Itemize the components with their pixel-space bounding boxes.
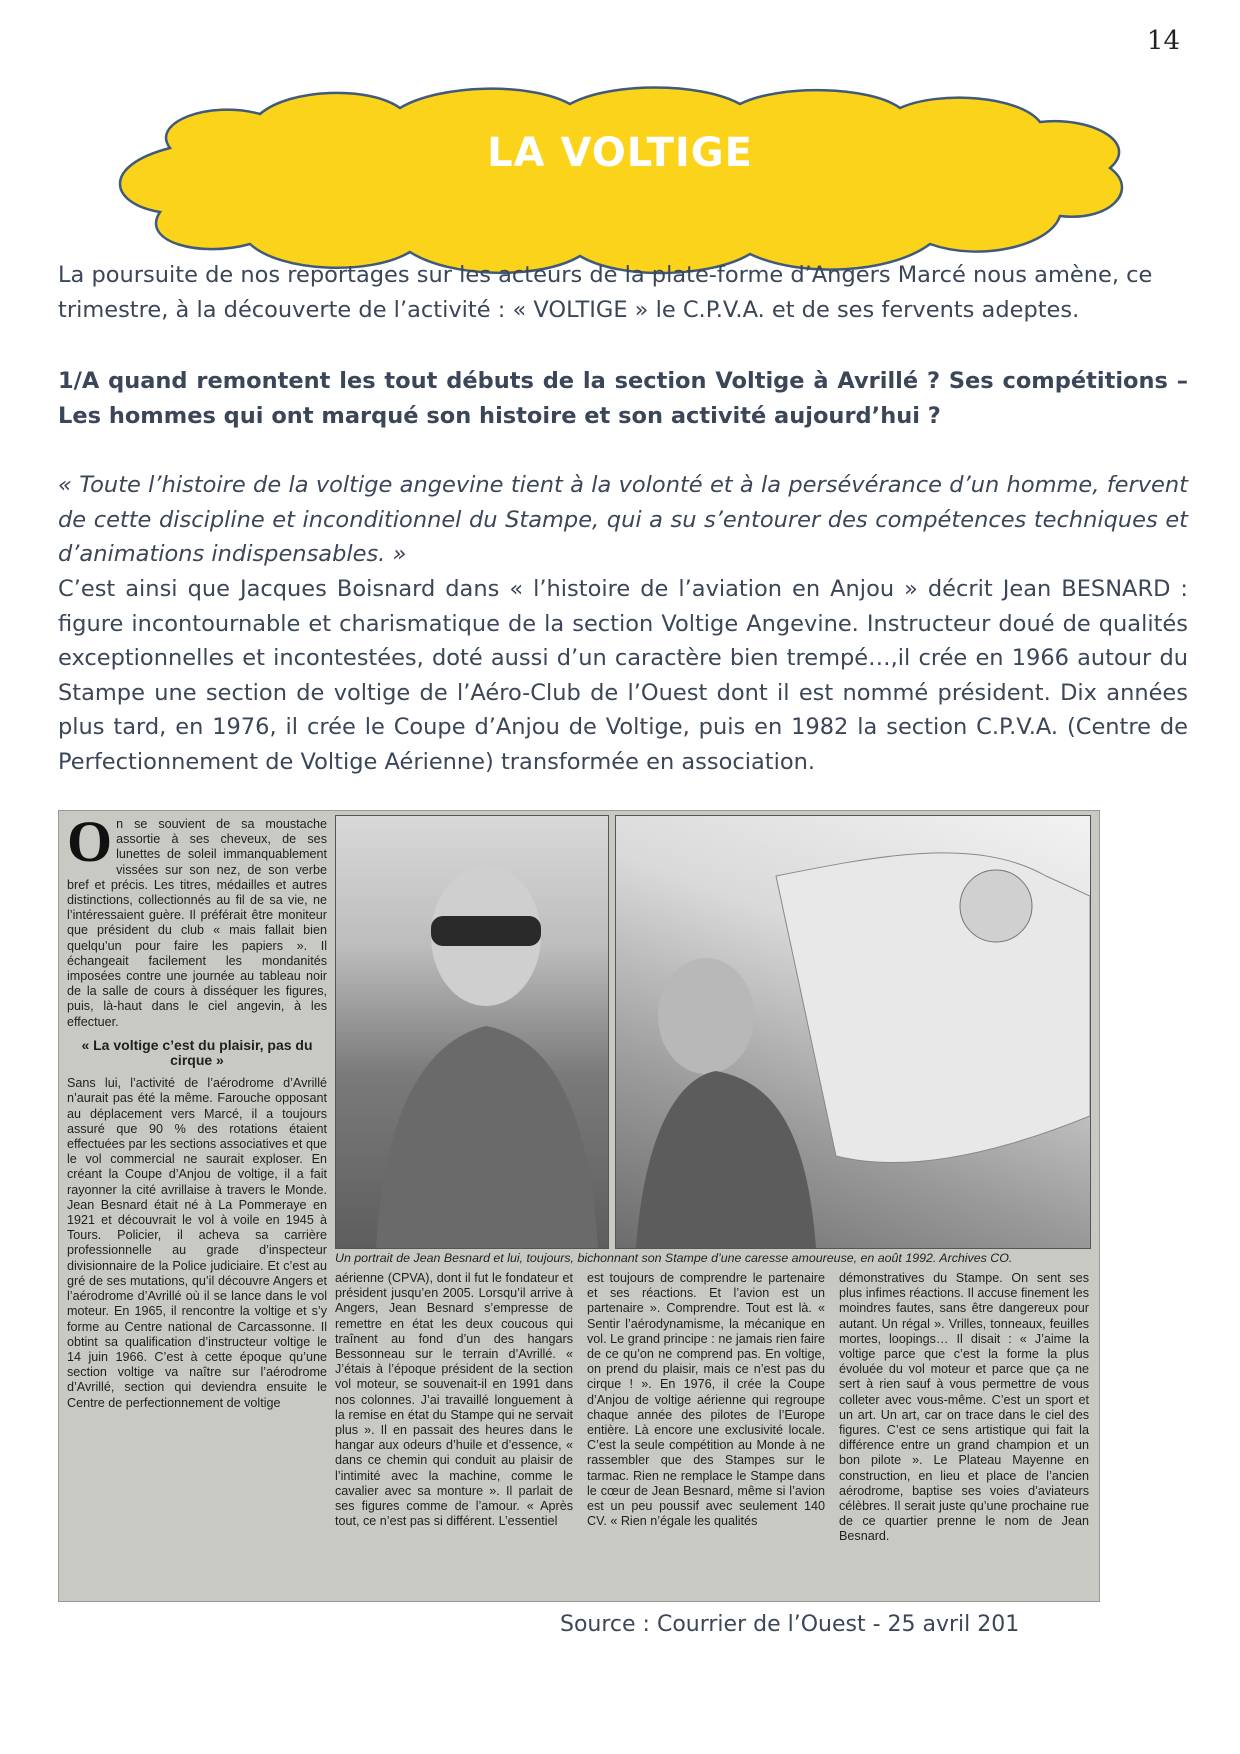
page-title: LA VOLTIGE [487,130,753,176]
body-paragraph: C’est ainsi que Jacques Boisnard dans « l’histoire de l’aviation en Anjou » décrit Jean BESNARD : figure incontournable et charismatique de la section Voltige Angevine. Instructeur doué de qualités exceptionnelles et incontestées, doté aussi d’un caractère bien trempé…,il crée en 1966 autour du Stampe une section de voltige de l’Aéro-Club de l’Ouest dont il est nommé président. Dix années plus tard, en 1976, il crée le Coupe d’Anjou de Voltige, puis en 1982 la section C.P.V.A. (Centre de Perfectionnement de Voltige Aérienne) transformée en association. [58,576,1188,775]
airplane-photo [615,815,1091,1249]
cloud-shape [100,82,1140,282]
clipping-col1-text-a: n se souvient de sa moustache assortie à ses cheveux, de ses lunettes de soleil immanquablement vissées sur son nez, de son verbe bref et précis. Les titres, médailles et autres distinctions, collectionnés au fil de sa vie, ne l’intéressaient guère. Il préférait être moniteur que président du club « mais fallait bien quelqu’un pour faire les papiers ». Il échangeait facilement les mondanités imposées contre une journée au tableau noir de la salle de cours à disséquer les figures, puis, là-haut dans le ciel angevin, à les effectuer. [67,817,327,1029]
clipping-column-1 [67,810,327,1587]
portrait-photo [335,815,609,1249]
dropcap: O [67,810,113,874]
clipping-column-2: aérienne (CPVA), dont il fut le fondateur et président jusqu’en 2005. Lorsqu’il arrive à Angers, Jean Besnard s’empresse de remettre en état les deux coucous qui traînent au fond d’un des hangars Bessonneau sur le terrain d’Avrillé. « J’étais à l’époque président de la section vol moteur, se souvenait-il en 1991 dans nos colonnes. J’ai travaillé longuement à la remise en état du Stampe qui ne servait plus ». Il en passait des heures dans le hangar aux odeurs d’huile et d’essence, « dans ce chemin qui conduit au plaisir de l’intimité avec la machine, comme le cavalier avec sa monture ». Il parlait de ses figures comme de l’amour. « Après tout, ce n’est pas si différent. L’essentiel [335,1271,573,1529]
clipping-subhead: « La voltige c’est du plaisir, pas du cirque » [81,1036,313,1069]
title-cloud [100,82,1140,282]
clipping-column-3: est toujours de comprendre le partenaire et ses réactions. Et l’avion est un partenaire ». Comprendre. Tout est là. « Sentir l’aérodynamisme, la mécanique en vol. Le grand principe : ne jamais rien faire de ce qu’on ne comprend pas. En voltige, on prend du plaisir, mais ce n’est pas du cirque ! ». En 1976, il crée la Coupe d’Anjou de voltige aérienne qui regroupe chaque année des pilotes de l’Europe entière. Là encore une exclusivité locale. C’est la seule compétition au Monde à ne rassembler que des Stampes sur le tarmac. Rien ne remplace le Stampe dans le cœur de Jean Besnard, même si l’avion est un peu poussif avec seulement 140 CV. « Rien n’égale les qualités [587,1271,825,1529]
newspaper-clipping [58,810,1100,1602]
clipping-col1-text-b: Sans lui, l’activité de l’aérodrome d’Avrillé n’aurait pas été la même. Farouche opposant au déplacement vers Marcé, il a toujours assuré que 90 % des rotations étaient effectuées par les sections associatives et que le vol commercial ne saurait exploser. En créant la Coupe d’Anjou de voltige, il a fait rayonner la cité avrillaise à travers le Monde. Jean Besnard était né à La Pommeraye en 1921 et découvrait le vol à voile en 1945 à Tours. Policier, il acheva sa carrière professionnelle au grade d’inspecteur divisionnaire de la Police judiciaire. Et c’est au gré de ses mutations, qu’il découvre Angers et l’aérodrome d’Avrillé où il se lance dans le vol moteur. En 1965, il rencontre la voltige et s’y forme au Centre national de Carcassonne. Il obtint sa qualification d’instructeur voltige le 14 juin 1966. C’est à cette époque qu’une section voltige va naître sur l’aérodrome d’Avrillé, section qui deviendra ensuite le Centre de perfectionnement de voltige [67,1076,327,1410]
clipping-column-4: démonstratives du Stampe. On sent ses plus infimes réactions. Il accuse finement les moindres fautes, sans être dangereux pour autant. Un régal ». Vrilles, tonneaux, feuilles mortes, loopings… Il disait : « J’aime la voltige parce que c’est la forme la plus évoluée du vol moteur et parce que ça ne sert à rien sauf à vous permettre de vous colleter avec vous-même. C’est un sport et un art. Un art, car on trace dans le ciel des figures. C’est ce sens artistique qui fait la différence entre un grand champion et un bon pilote ». Le Plateau Mayenne en construction, en lieu et place de l’ancien aérodrome, baptise ses voies d’aviateurs célèbres. Il serait juste qu’une prochaine rue de ce quartier prenne le nom de Jean Besnard. [839,1271,1089,1544]
page-number: 14 [1146,26,1180,56]
source-credit: Source : Courrier de l’Ouest - 25 avril 201 [560,1612,1020,1637]
intro-paragraph: La poursuite de nos reportages sur les acteurs de la plate-forme d’Angers Marcé nous amène, ce trimestre, à la découverte de l’activité : « VOLTIGE » le C.P.V.A. et de ses fervents adeptes. [58,262,1153,323]
question-heading: 1/A quand remontent les tout débuts de la section Voltige à Avrillé ? Ses compétitions – Les hommes qui ont marqué son histoire et son activité aujourd’hui ? [58,368,1188,429]
quote-paragraph: « Toute l’histoire de la voltige angevine tient à la volonté et à la persévérance d’un homme, fervent de cette discipline et inconditionnel du Stampe, qui a su s’entourer des compétences techniques et d’animations indispensables. » [58,472,1188,567]
photo-caption: Un portrait de Jean Besnard et lui, toujours, bichonnant son Stampe d’une caresse amoureuse, en août 1992. Archives CO. [335,1251,1013,1265]
